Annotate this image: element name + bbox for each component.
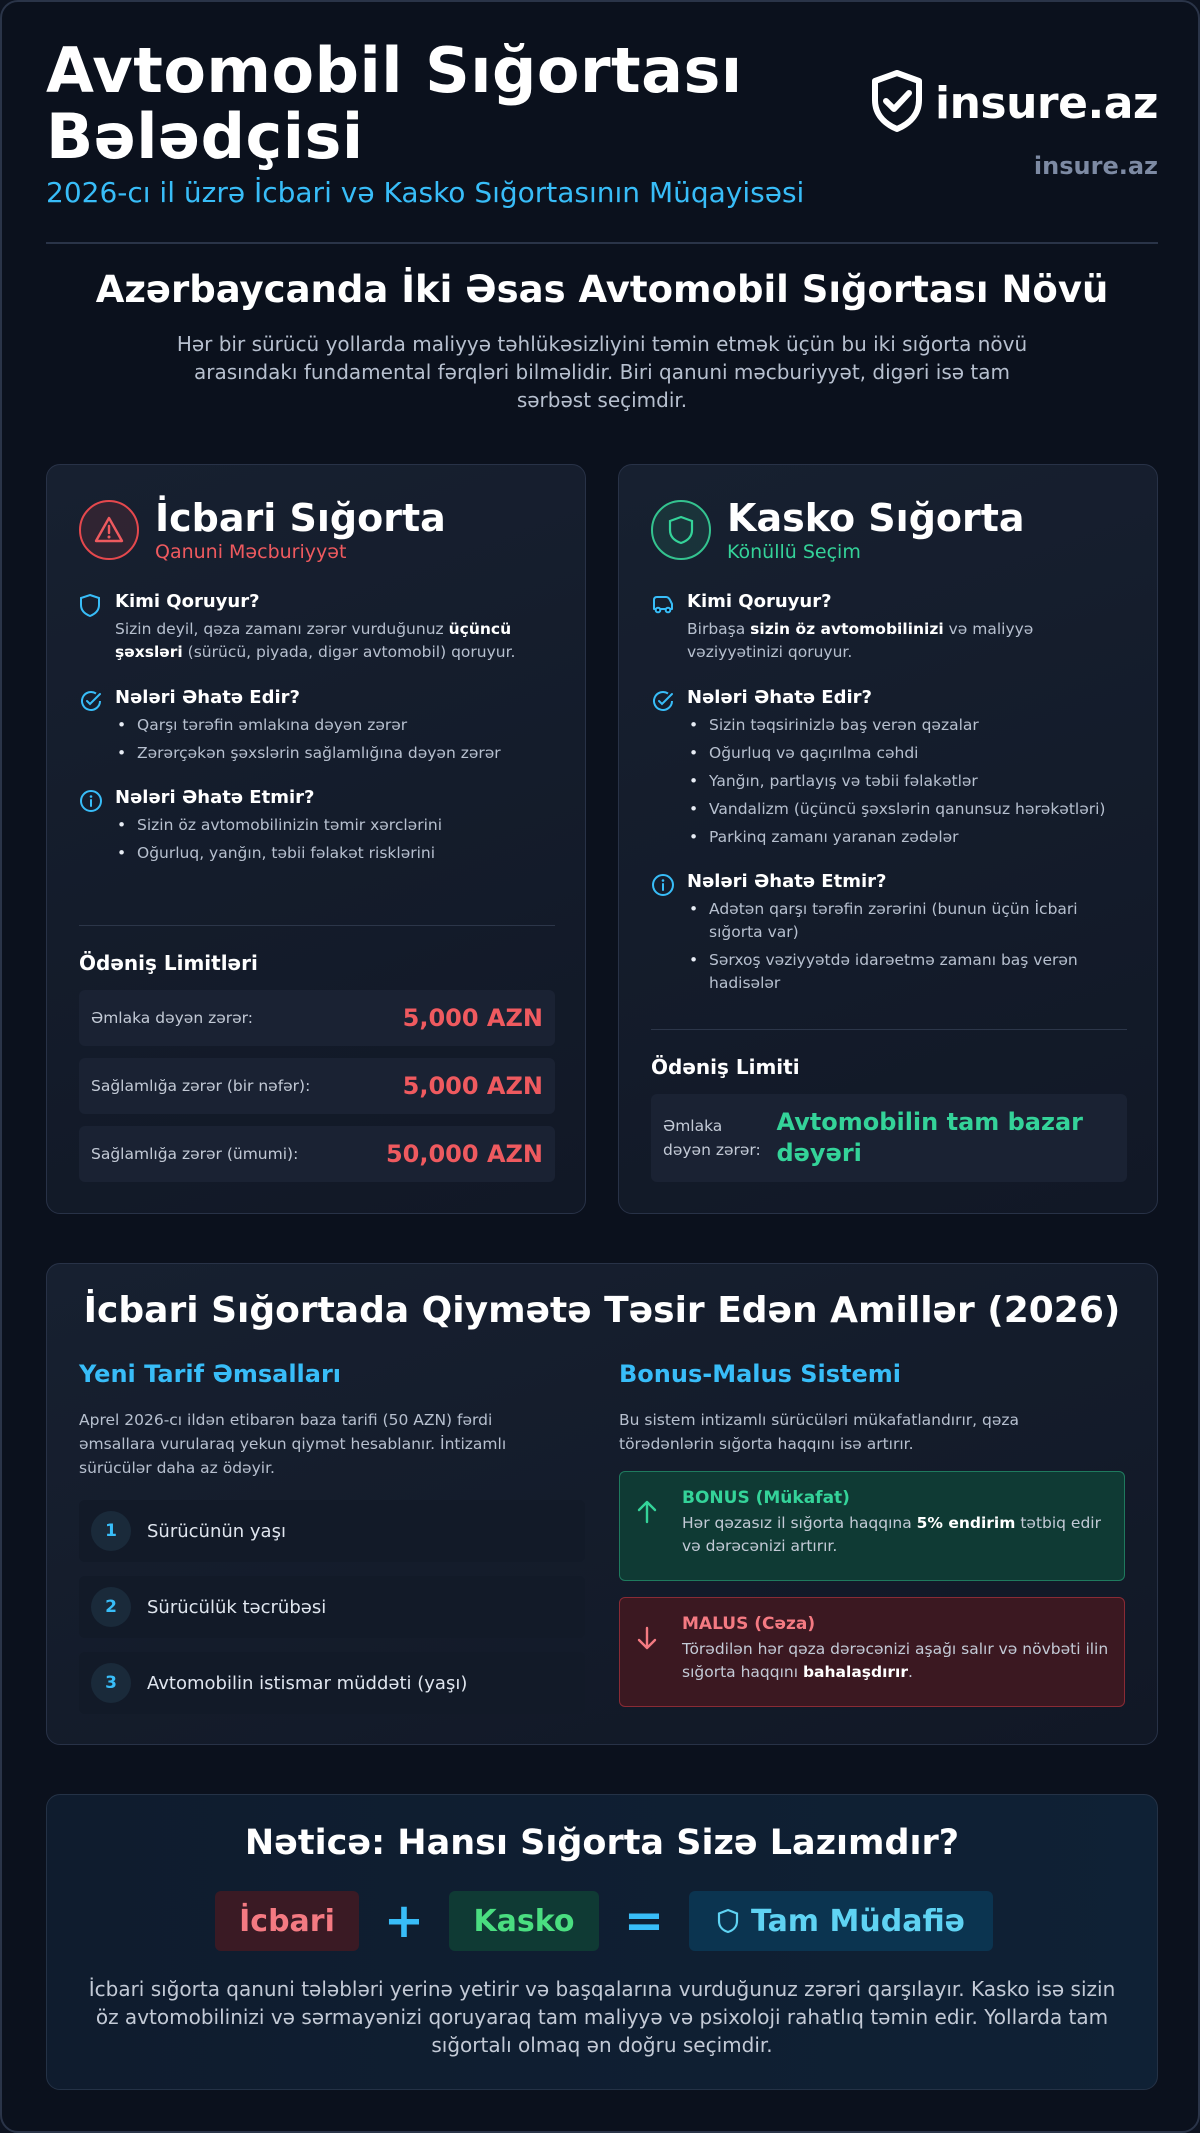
- car-icon: [651, 591, 679, 664]
- kasko-excludes-heading: Nələri Əhatə Etmir?: [687, 871, 887, 892]
- kasko-pill: Kasko: [449, 1891, 599, 1951]
- section-title: İcbari Sığortada Qiymətə Təsir Edən Amillər (2026): [83, 1290, 1121, 1331]
- divider: [46, 242, 1158, 244]
- icbari-who-text: Sizin deyil, qəza zamanı zərər vurduğunuz üçüncü şəxsləri (sürücü, piyada, digər avtomobil) qoruyur.: [115, 620, 516, 661]
- list-item: • Vandalizm (üçüncü şəxslərin qanunsuz hərəkətləri): [687, 798, 1127, 821]
- icbari-excludes-section: [79, 787, 555, 870]
- icbari-subtitle: Qanuni Məcburiyyət: [155, 541, 347, 563]
- list-item: • Oğurluq və qaçırılma cəhdi: [687, 742, 1127, 765]
- factor-number: 3: [91, 1663, 131, 1703]
- limit-value: 5,000 AZN: [402, 1072, 543, 1100]
- check-circle-icon: [651, 687, 679, 854]
- kasko-who-section: [651, 591, 1127, 664]
- factor-number: 1: [91, 1511, 131, 1551]
- list-item: • Qarşı tərəfin əmlakına dəyən zərər: [115, 714, 555, 737]
- list-item: • Adətən qarşı tərəfin zərərini (bunun üçün İcbari sığorta var): [687, 898, 1127, 944]
- intro-title: Azərbaycanda İki Əsas Avtomobil Sığortası Növü: [95, 268, 1109, 311]
- intro-text: Hər bir sürücü yollarda maliyyə təhlükəsizliyini təmin etmək üçün bu iki sığorta növü arasındakı fundamental fərqləri bilməlidir. Biri qanuni məcburiyyət, digəri isə tam sərbəst seçimdir.: [176, 332, 1028, 412]
- plus-sign: +: [383, 1893, 425, 1949]
- limit-label: Sağlamlığa zərər (ümumi):: [91, 1145, 299, 1163]
- icbari-who-section: [79, 591, 555, 664]
- full-protection-pill: [689, 1891, 993, 1951]
- list-item: • Zərərçəkən şəxslərin sağlamlığına dəyən zərər: [115, 742, 555, 765]
- icbari-pill: İcbari: [215, 1891, 359, 1951]
- icbari-card: [46, 464, 586, 1214]
- factor-label: Sürücünün yaşı: [147, 1520, 286, 1542]
- conclusion-title: Nəticə: Hansı Sığorta Sizə Lazımdır?: [244, 1823, 960, 1863]
- divider: [79, 925, 555, 926]
- shield-check-icon: [871, 70, 923, 136]
- conclusion-section: [46, 1794, 1158, 2090]
- logo[interactable]: [871, 70, 1158, 136]
- page-subtitle: 2026-cı il üzrə İcbari və Kasko Sığortasının Müqayisəsi: [46, 176, 805, 209]
- factor-item: [79, 1576, 585, 1638]
- full-protection-label: Tam Müdafiə: [750, 1903, 966, 1939]
- factor-item: [79, 1500, 585, 1562]
- info-icon: [651, 871, 679, 1000]
- limit-label: Əmlaka dəyən zərər:: [91, 1009, 253, 1027]
- kasko-subtitle: Könüllü Seçim: [727, 541, 861, 563]
- equation-row: [215, 1891, 993, 1951]
- price-factors-section: [46, 1263, 1158, 1745]
- list-item: • Sərxoş vəziyyətdə idarəetmə zamanı baş verən hadisələr: [687, 949, 1127, 995]
- tariff-text: Aprel 2026-cı ildən etibarən baza tarifi (50 AZN) fərdi əmsallara vurularaq yekun qiymət hesablanır. İntizamlı sürücülər daha az ödəyir.: [79, 1411, 507, 1477]
- limit-row: [79, 1126, 555, 1182]
- kasko-card-header: [651, 497, 1025, 563]
- kasko-who-text: Birbaşa sizin öz avtomobilinizi və maliyyə vəziyyətinizi qoruyur.: [687, 620, 1034, 661]
- icbari-covers-heading: Nələri Əhatə Edir?: [115, 687, 300, 708]
- limit-value: 5,000 AZN: [402, 1004, 543, 1032]
- list-item: • Yanğın, partlayış və təbii fəlakətlər: [687, 770, 1127, 793]
- list-item: • Oğurluq, yanğın, təbii fəlakət risklərini: [115, 842, 555, 865]
- list-item: • Parkinq zamanı yaranan zədələr: [687, 826, 1127, 849]
- bonus-heading: BONUS (Mükafat): [682, 1488, 850, 1508]
- kasko-title: Kasko Sığorta: [727, 496, 1025, 540]
- icbari-card-header: [79, 497, 446, 563]
- warning-icon: [79, 500, 139, 560]
- kasko-covers-section: [651, 687, 1127, 854]
- shield-icon: [79, 591, 107, 664]
- factor-label: Avtomobilin istismar müddəti (yaşı): [147, 1672, 468, 1694]
- factor-item: [79, 1652, 585, 1714]
- limit-row: [651, 1094, 1127, 1182]
- info-icon: [79, 787, 107, 870]
- malus-box: [619, 1597, 1125, 1707]
- limit-row: [79, 990, 555, 1046]
- bonus-box: [619, 1471, 1125, 1581]
- bonus-text: Hər qəzasız il sığorta haqqına 5% endirim tətbiq edir və dərəcənizi artırır.: [682, 1514, 1101, 1555]
- factor-number: 2: [91, 1587, 131, 1627]
- factor-label: Sürücülük təcrübəsi: [147, 1596, 327, 1618]
- limit-row: [79, 1058, 555, 1114]
- icbari-limits-heading: Ödəniş Limitləri: [79, 951, 258, 975]
- malus-heading: MALUS (Cəza): [682, 1614, 816, 1634]
- kasko-excludes-section: [651, 871, 1127, 1000]
- icbari-covers-section: [79, 687, 555, 770]
- list-item: • Sizin öz avtomobilinizin təmir xərclərini: [115, 814, 555, 837]
- malus-text: Törədilən hər qəza dərəcənizi aşağı salır və növbəti ilin sığorta haqqını bahalaşdırır.: [682, 1640, 1109, 1681]
- limit-value: 50,000 AZN: [385, 1140, 543, 1168]
- divider: [651, 1029, 1127, 1030]
- bonus-malus-heading: Bonus-Malus Sistemi: [619, 1360, 902, 1388]
- bonus-malus-text: Bu sistem intizamlı sürücüləri mükafatlandırır, qəza törədənlərin sığorta haqqını isə artırır.: [619, 1411, 1020, 1453]
- limit-label: Sağlamlığa zərər (bir nəfər):: [91, 1077, 311, 1095]
- icbari-excludes-heading: Nələri Əhatə Etmir?: [115, 787, 315, 808]
- header: [46, 34, 1158, 243]
- limit-value: Avtomobilin tam bazar dəyəri: [776, 1108, 1083, 1167]
- kasko-who-heading: Kimi Qoruyur?: [687, 591, 832, 612]
- logo-url[interactable]: insure.az: [1033, 152, 1158, 180]
- arrow-down-icon: [636, 1614, 666, 1706]
- shield-icon: [651, 500, 711, 560]
- page-title: Avtomobil Sığortası Bələdçisi: [46, 34, 743, 173]
- conclusion-text: İcbari sığorta qanuni tələbləri yerinə yetirir və başqalarına vurduğunuz zərəri qarşılayır. Kasko isə sizin öz avtomobilinizi və sərmayənizi qoruyaraq tam maliyyə və psixoloji rahatlıq təmin edir. Yollarda tam sığortalı olmaq ən doğru seçimdir.: [88, 1977, 1116, 2057]
- limit-label: Əmlaka dəyən zərər:: [663, 1117, 761, 1159]
- arrow-up-icon: [636, 1488, 666, 1580]
- check-circle-icon: [79, 687, 107, 770]
- logo-text: insure.az: [935, 77, 1158, 129]
- kasko-limits-heading: Ödəniş Limiti: [651, 1055, 800, 1079]
- kasko-covers-heading: Nələri Əhatə Edir?: [687, 687, 872, 708]
- shield-icon: [717, 1908, 739, 1934]
- icbari-who-heading: Kimi Qoruyur?: [115, 591, 260, 612]
- kasko-card: [618, 464, 1158, 1214]
- tariff-heading: Yeni Tarif Əmsalları: [79, 1360, 342, 1388]
- equals-sign: =: [623, 1893, 665, 1949]
- icbari-title: İcbari Sığorta: [155, 496, 446, 540]
- list-item: • Sizin təqsirinizlə baş verən qəzalar: [687, 714, 1127, 737]
